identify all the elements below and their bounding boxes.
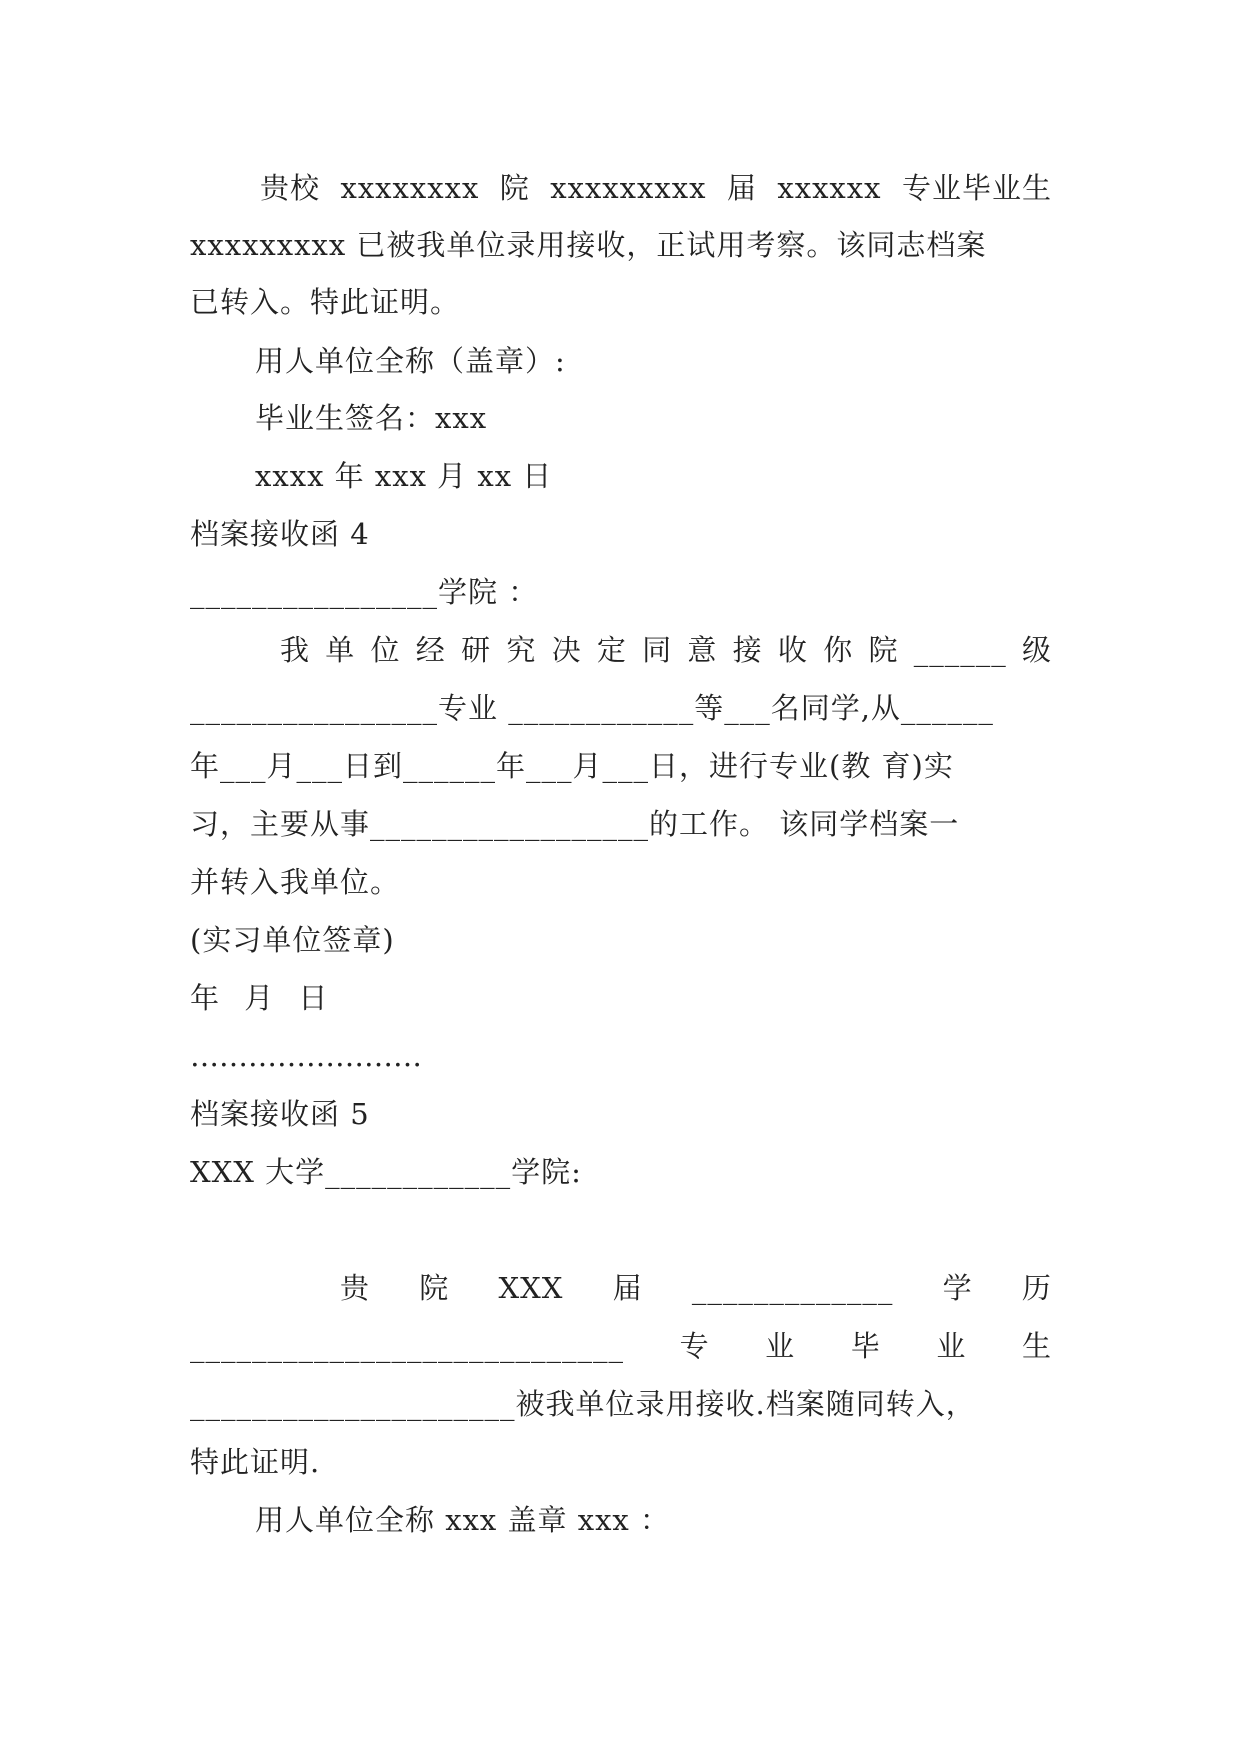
letter4-recipient: ________________学院 ： bbox=[190, 575, 539, 609]
text-segment: 届 bbox=[612, 1271, 643, 1305]
letter3-employer-label: 用人单位全称（盖章）: bbox=[255, 344, 566, 378]
text-segment: 专业毕业生 bbox=[901, 171, 1052, 205]
text-segment: 定 bbox=[596, 633, 627, 667]
text-segment: xxxxxxxxx bbox=[550, 171, 707, 205]
letter5-paragraph-line3: _____________________被我单位录用接收.档案随同转入， bbox=[190, 1387, 976, 1421]
letter4-title: 档案接收函 4 bbox=[190, 517, 370, 551]
text-segment: 业 bbox=[936, 1329, 967, 1363]
text-segment: xxxxxx bbox=[777, 171, 882, 205]
text-segment: 经 bbox=[415, 633, 446, 667]
letter4-paragraph-line1 bbox=[280, 630, 1052, 670]
text-segment: ______ bbox=[913, 633, 1007, 667]
text-segment: 单 bbox=[325, 633, 356, 667]
letter4-paragraph-line2: ________________专业 ____________等___名同学,从______ bbox=[190, 691, 994, 725]
letter3-paragraph-line3: 已转入。特此证明。 bbox=[190, 285, 461, 319]
letter5-recipient: XXX 大学____________学院: bbox=[190, 1155, 582, 1189]
text-segment: 你 bbox=[823, 633, 854, 667]
text-segment: 我 bbox=[280, 633, 311, 667]
letter3-signature-label: 毕业生签名：xxx bbox=[255, 401, 488, 435]
text-segment: 究 bbox=[506, 633, 537, 667]
text-segment: 意 bbox=[687, 633, 718, 667]
text-segment: 院 bbox=[868, 633, 899, 667]
text-segment: 业 bbox=[765, 1329, 796, 1363]
letter5-paragraph-line1 bbox=[340, 1268, 1052, 1308]
text-segment: 接 bbox=[732, 633, 763, 667]
text-segment: 毕 bbox=[850, 1329, 881, 1363]
section-separator: …………………… bbox=[190, 1039, 422, 1073]
letter4-paragraph-line5: 并转入我单位。 bbox=[190, 865, 401, 899]
text-segment: 级 bbox=[1021, 633, 1052, 667]
text-segment: 届 bbox=[726, 171, 757, 205]
text-segment: 院 bbox=[419, 1271, 450, 1305]
text-segment: 研 bbox=[461, 633, 492, 667]
text-segment: 贵 bbox=[340, 1271, 371, 1305]
letter5-title: 档案接收函 5 bbox=[190, 1097, 370, 1131]
text-segment: 位 bbox=[370, 633, 401, 667]
letter5-paragraph-line4: 特此证明. bbox=[190, 1445, 321, 1479]
text-segment: 专 bbox=[679, 1329, 710, 1363]
text-segment: xxxxxxxx bbox=[340, 171, 480, 205]
text-segment: 历 bbox=[1021, 1271, 1052, 1305]
text-segment: 决 bbox=[551, 633, 582, 667]
text-segment: ____________________________ bbox=[190, 1329, 624, 1363]
letter5-employer-label: 用人单位全称 xxx 盖章 xxx ： bbox=[255, 1503, 671, 1537]
letter4-date: 年 月 日 bbox=[190, 981, 329, 1015]
text-segment: 学 bbox=[942, 1271, 973, 1305]
text-segment: XXX bbox=[498, 1271, 564, 1305]
text-segment: 院 bbox=[499, 171, 530, 205]
text-segment: 同 bbox=[642, 633, 673, 667]
text-segment: _____________ bbox=[691, 1271, 894, 1305]
letter4-seal-label: (实习单位签章) bbox=[190, 923, 395, 957]
text-segment: 贵校 bbox=[260, 171, 321, 205]
letter3-date: xxxx 年 xxx 月 xx 日 bbox=[255, 459, 553, 493]
letter4-paragraph-line4: 习，主要从事__________________的工作。 该同学档案一 bbox=[190, 807, 960, 841]
text-segment: 生 bbox=[1021, 1329, 1052, 1363]
letter5-paragraph-line2 bbox=[190, 1326, 1052, 1366]
letter3-paragraph-line1 bbox=[260, 168, 1052, 208]
letter3-paragraph-line2: xxxxxxxxx 已被我单位录用接收，正试用考察。该同志档案 bbox=[190, 228, 987, 262]
letter4-paragraph-line3: 年___月___日到______年___月___日，进行专业(教 育)实 bbox=[190, 749, 954, 783]
text-segment: 收 bbox=[777, 633, 808, 667]
